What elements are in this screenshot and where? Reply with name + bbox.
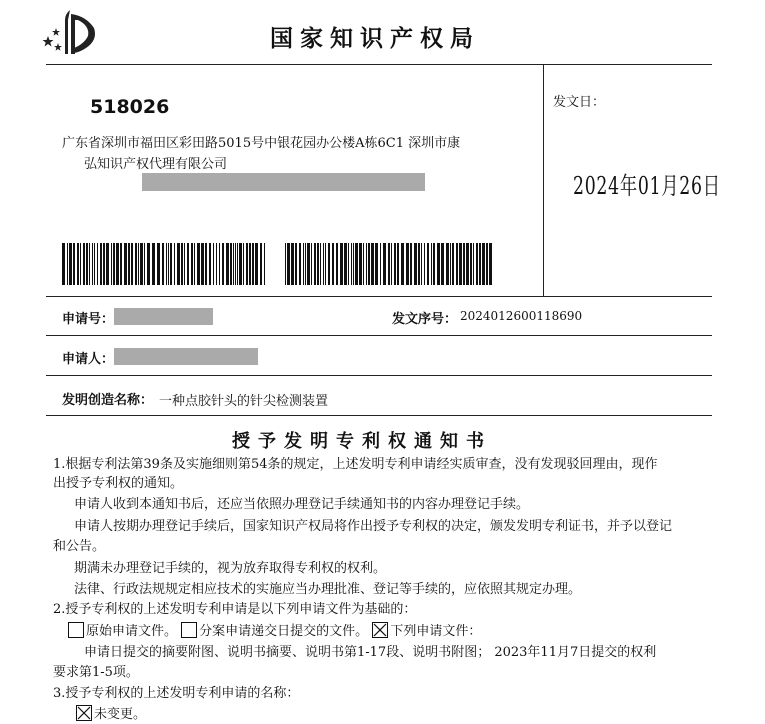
barcode-bar: [97, 243, 98, 285]
barcode-bar: [391, 243, 392, 285]
barcode-bar: [249, 243, 251, 285]
paragraph: 和公告。: [53, 539, 106, 554]
barcode-bar: [332, 243, 334, 285]
paragraph: 1.根据专利法第39条及实施细则第54条的规定，上述发明专利申请经实质审查，没有发现驳回理由，现作: [53, 457, 658, 472]
paragraph: 3.授予专利权的上述发明专利申请的名称：: [53, 686, 300, 701]
barcode-bar: [147, 243, 150, 285]
barcode-bar: [138, 243, 139, 285]
row-divider: [46, 375, 712, 376]
barcode-bar: [340, 243, 343, 285]
barcode-bar: [320, 243, 321, 285]
barcode-bar: [476, 243, 478, 285]
barcode-bar: [252, 243, 254, 285]
barcode-bar: [380, 243, 381, 285]
barcode-bar: [246, 243, 248, 285]
barcode-bar: [77, 243, 79, 285]
barcode-bar: [181, 243, 183, 285]
row-divider: [46, 415, 712, 416]
barcode-bar: [191, 243, 193, 285]
barcode-bar: [424, 243, 425, 285]
option-label: 未变更。: [94, 707, 147, 722]
barcode-bar: [295, 243, 297, 285]
barcode-bar: [194, 243, 195, 285]
dispatch-no: 2024012600118690: [460, 309, 583, 323]
barcode-bar: [152, 243, 155, 285]
barcode-bar: [317, 243, 319, 285]
barcode-bar: [371, 243, 374, 285]
barcode-bar: [463, 243, 465, 285]
option-label: 下列申请文件：: [390, 624, 482, 639]
document-options-row: [68, 622, 481, 641]
barcode-bar: [184, 243, 185, 285]
barcode-bar: [243, 243, 244, 285]
barcode-bar: [328, 243, 330, 285]
barcode-bar: [219, 243, 220, 285]
barcode-bar: [213, 243, 214, 285]
barcode-bar: [174, 243, 175, 285]
barcode-bar: [285, 243, 286, 285]
redaction-block: [114, 308, 213, 325]
paragraph: 法律、行政法规规定相应技术的实施应当办理批准、登记等手续的，应依照其规定办理。: [74, 582, 582, 597]
barcode-bar: [94, 243, 95, 285]
barcode-bar: [355, 243, 358, 285]
barcode-bar: [233, 243, 234, 285]
paragraph: 期满未办理登记手续的，视为放弃取得专利权的权利。: [74, 561, 387, 576]
row-divider: [46, 296, 712, 297]
barcode-bar: [479, 243, 481, 285]
barcode-bar: [314, 243, 316, 285]
barcode-bar: [62, 243, 65, 285]
row-divider: [46, 335, 712, 336]
barcode-bar: [303, 243, 304, 285]
paragraph: 申请日提交的摘要附图、说明书摘要、说明书第1-17段、说明书附图； 2023年11月7日提交的权利: [84, 645, 657, 660]
barcode-bar: [394, 243, 396, 285]
paragraph: 申请人按期办理登记手续后，国家知识产权局将作出授予专利权的决定，颁发发明专利证书，并予以登记: [74, 519, 673, 534]
barcode-bar: [397, 243, 399, 285]
checked-mark-icon: [373, 623, 387, 637]
barcode-bar: [111, 243, 112, 285]
barcode-bar: [83, 243, 85, 285]
barcode-bar: [421, 243, 422, 285]
barcode-bar: [216, 243, 217, 285]
barcode-bar: [230, 243, 232, 285]
paragraph: 要求第1-5项。: [53, 665, 139, 680]
barcode-bar: [287, 243, 290, 285]
issue-date: 2024年01月26日: [573, 172, 721, 200]
checkbox-following[interactable]: [372, 622, 388, 638]
barcode-bar: [168, 243, 169, 285]
barcode-bar: [446, 243, 449, 285]
barcode-bar: [86, 243, 88, 285]
name-unchanged-row: [76, 705, 146, 724]
header-divider: [46, 64, 712, 65]
barcode-bar: [348, 243, 349, 285]
barcode-bar: [466, 243, 469, 285]
barcode-bar: [305, 243, 306, 285]
barcode-bar: [418, 243, 420, 285]
barcode-bar: [441, 243, 444, 285]
barcode-bar: [410, 243, 412, 285]
cnipa-logo-icon: [38, 6, 102, 56]
barcode-bar: [368, 243, 370, 285]
barcode-bar: [307, 243, 310, 285]
barcode-bar: [486, 243, 488, 285]
redaction-block: [142, 173, 425, 191]
barcode-bar: [388, 243, 390, 285]
notice-title: 授予发明专利权通知书: [232, 431, 492, 452]
barcode-bar: [353, 243, 354, 285]
barcode-bar: [473, 243, 474, 285]
barcode-bar: [113, 243, 115, 285]
barcode-bar: [482, 243, 485, 285]
barcode-bar: [116, 243, 119, 285]
barcode-bar: [344, 243, 347, 285]
barcode-bar: [209, 243, 211, 285]
checkbox-divisional[interactable]: [181, 622, 197, 638]
issue-date-label: 发文日：: [553, 95, 606, 110]
paragraph: 申请人收到本通知书后，还应当依照办理登记手续通知书的内容办理登记手续。: [74, 497, 530, 512]
barcode-bar: [470, 243, 472, 285]
barcode-bar: [170, 243, 172, 285]
barcode-bar: [255, 243, 258, 285]
redaction-block: [114, 348, 258, 365]
paragraph: 出授予专利权的通知。: [53, 476, 184, 491]
invention-title: 一种点胶针头的针尖检测装置: [159, 394, 329, 409]
address-line: 广东省深圳市福田区彩田路5015号中银花园办公楼A栋6C1 深圳市康: [62, 136, 461, 151]
barcode-bar: [406, 243, 409, 285]
option-label: 分案申请递交日提交的文件。: [199, 624, 369, 639]
dispatch-no-label: 发文序号：: [392, 312, 458, 327]
barcode-bar: [260, 243, 262, 285]
barcode-bar: [239, 243, 242, 285]
barcode-bar: [336, 243, 338, 285]
barcode-bar: [431, 243, 432, 285]
checkbox-original[interactable]: [68, 622, 84, 638]
barcode-bar: [456, 243, 458, 285]
barcode-bar: [128, 243, 130, 285]
barcode-image: [62, 243, 268, 285]
barcode-bar: [103, 243, 105, 285]
barcode-bar: [325, 243, 326, 285]
barcode-bar: [226, 243, 229, 285]
invention-title-label: 发明创造名称：: [62, 393, 154, 408]
barcode-bar: [351, 243, 352, 285]
barcode-bar: [323, 243, 324, 285]
barcode-bar: [383, 243, 386, 285]
barcode-bar: [437, 243, 440, 285]
barcode-bar: [100, 243, 102, 285]
barcode-bar: [359, 243, 362, 285]
barcode-bar: [489, 243, 492, 285]
barcode-bar: [106, 243, 109, 285]
barcode-bar: [237, 243, 238, 285]
office-title: 国家知识产权局: [270, 26, 480, 52]
barcode-bar: [264, 243, 265, 285]
barcode-bar: [80, 243, 81, 285]
barcode-bar: [205, 243, 207, 285]
barcode-bar: [166, 243, 167, 285]
barcode-bar: [450, 243, 451, 285]
checkbox-unchanged[interactable]: [76, 705, 92, 721]
barcode-bar: [363, 243, 364, 285]
barcode-bar: [69, 243, 72, 285]
barcode-bar: [140, 243, 143, 285]
barcode-bar: [433, 243, 435, 285]
barcode-bar: [401, 243, 404, 285]
paragraph: 2.授予专利权的上述发明专利申请是以下列申请文件为基础的：: [53, 602, 417, 617]
checked-mark-icon: [77, 706, 91, 720]
barcode-bar: [92, 243, 93, 285]
column-divider: [543, 64, 544, 296]
barcode-bar: [311, 243, 312, 285]
barcode-bar: [120, 243, 122, 285]
barcode-bar: [452, 243, 454, 285]
option-label: 原始申请文件。: [86, 624, 178, 639]
barcode-bar: [197, 243, 200, 285]
barcode-bar: [414, 243, 417, 285]
application-no-label: 申请号：: [62, 312, 115, 327]
barcode-bar: [427, 243, 429, 285]
barcode-bar: [177, 243, 180, 285]
barcode-bar: [222, 243, 224, 285]
barcode-bar: [366, 243, 367, 285]
barcode-bar: [201, 243, 204, 285]
barcode-bar: [89, 243, 90, 285]
barcode-bar: [135, 243, 137, 285]
barcode-bar: [124, 243, 127, 285]
barcode-bar: [299, 243, 301, 285]
barcode-bar: [459, 243, 462, 285]
address-line: 弘知识产权代理有限公司: [84, 157, 228, 172]
barcode-bar: [157, 243, 160, 285]
barcode-bar: [291, 243, 294, 285]
barcode-bar: [235, 243, 236, 285]
barcode-bar: [131, 243, 133, 285]
barcode-bar: [67, 243, 68, 285]
barcode-bar: [144, 243, 145, 285]
barcode-bar: [375, 243, 378, 285]
barcode-bar: [187, 243, 189, 285]
barcode-bar: [162, 243, 164, 285]
barcode-image: [285, 243, 493, 285]
barcode-bar: [73, 243, 75, 285]
postcode: 518026: [90, 96, 170, 118]
applicant-label: 申请人：: [62, 352, 115, 367]
